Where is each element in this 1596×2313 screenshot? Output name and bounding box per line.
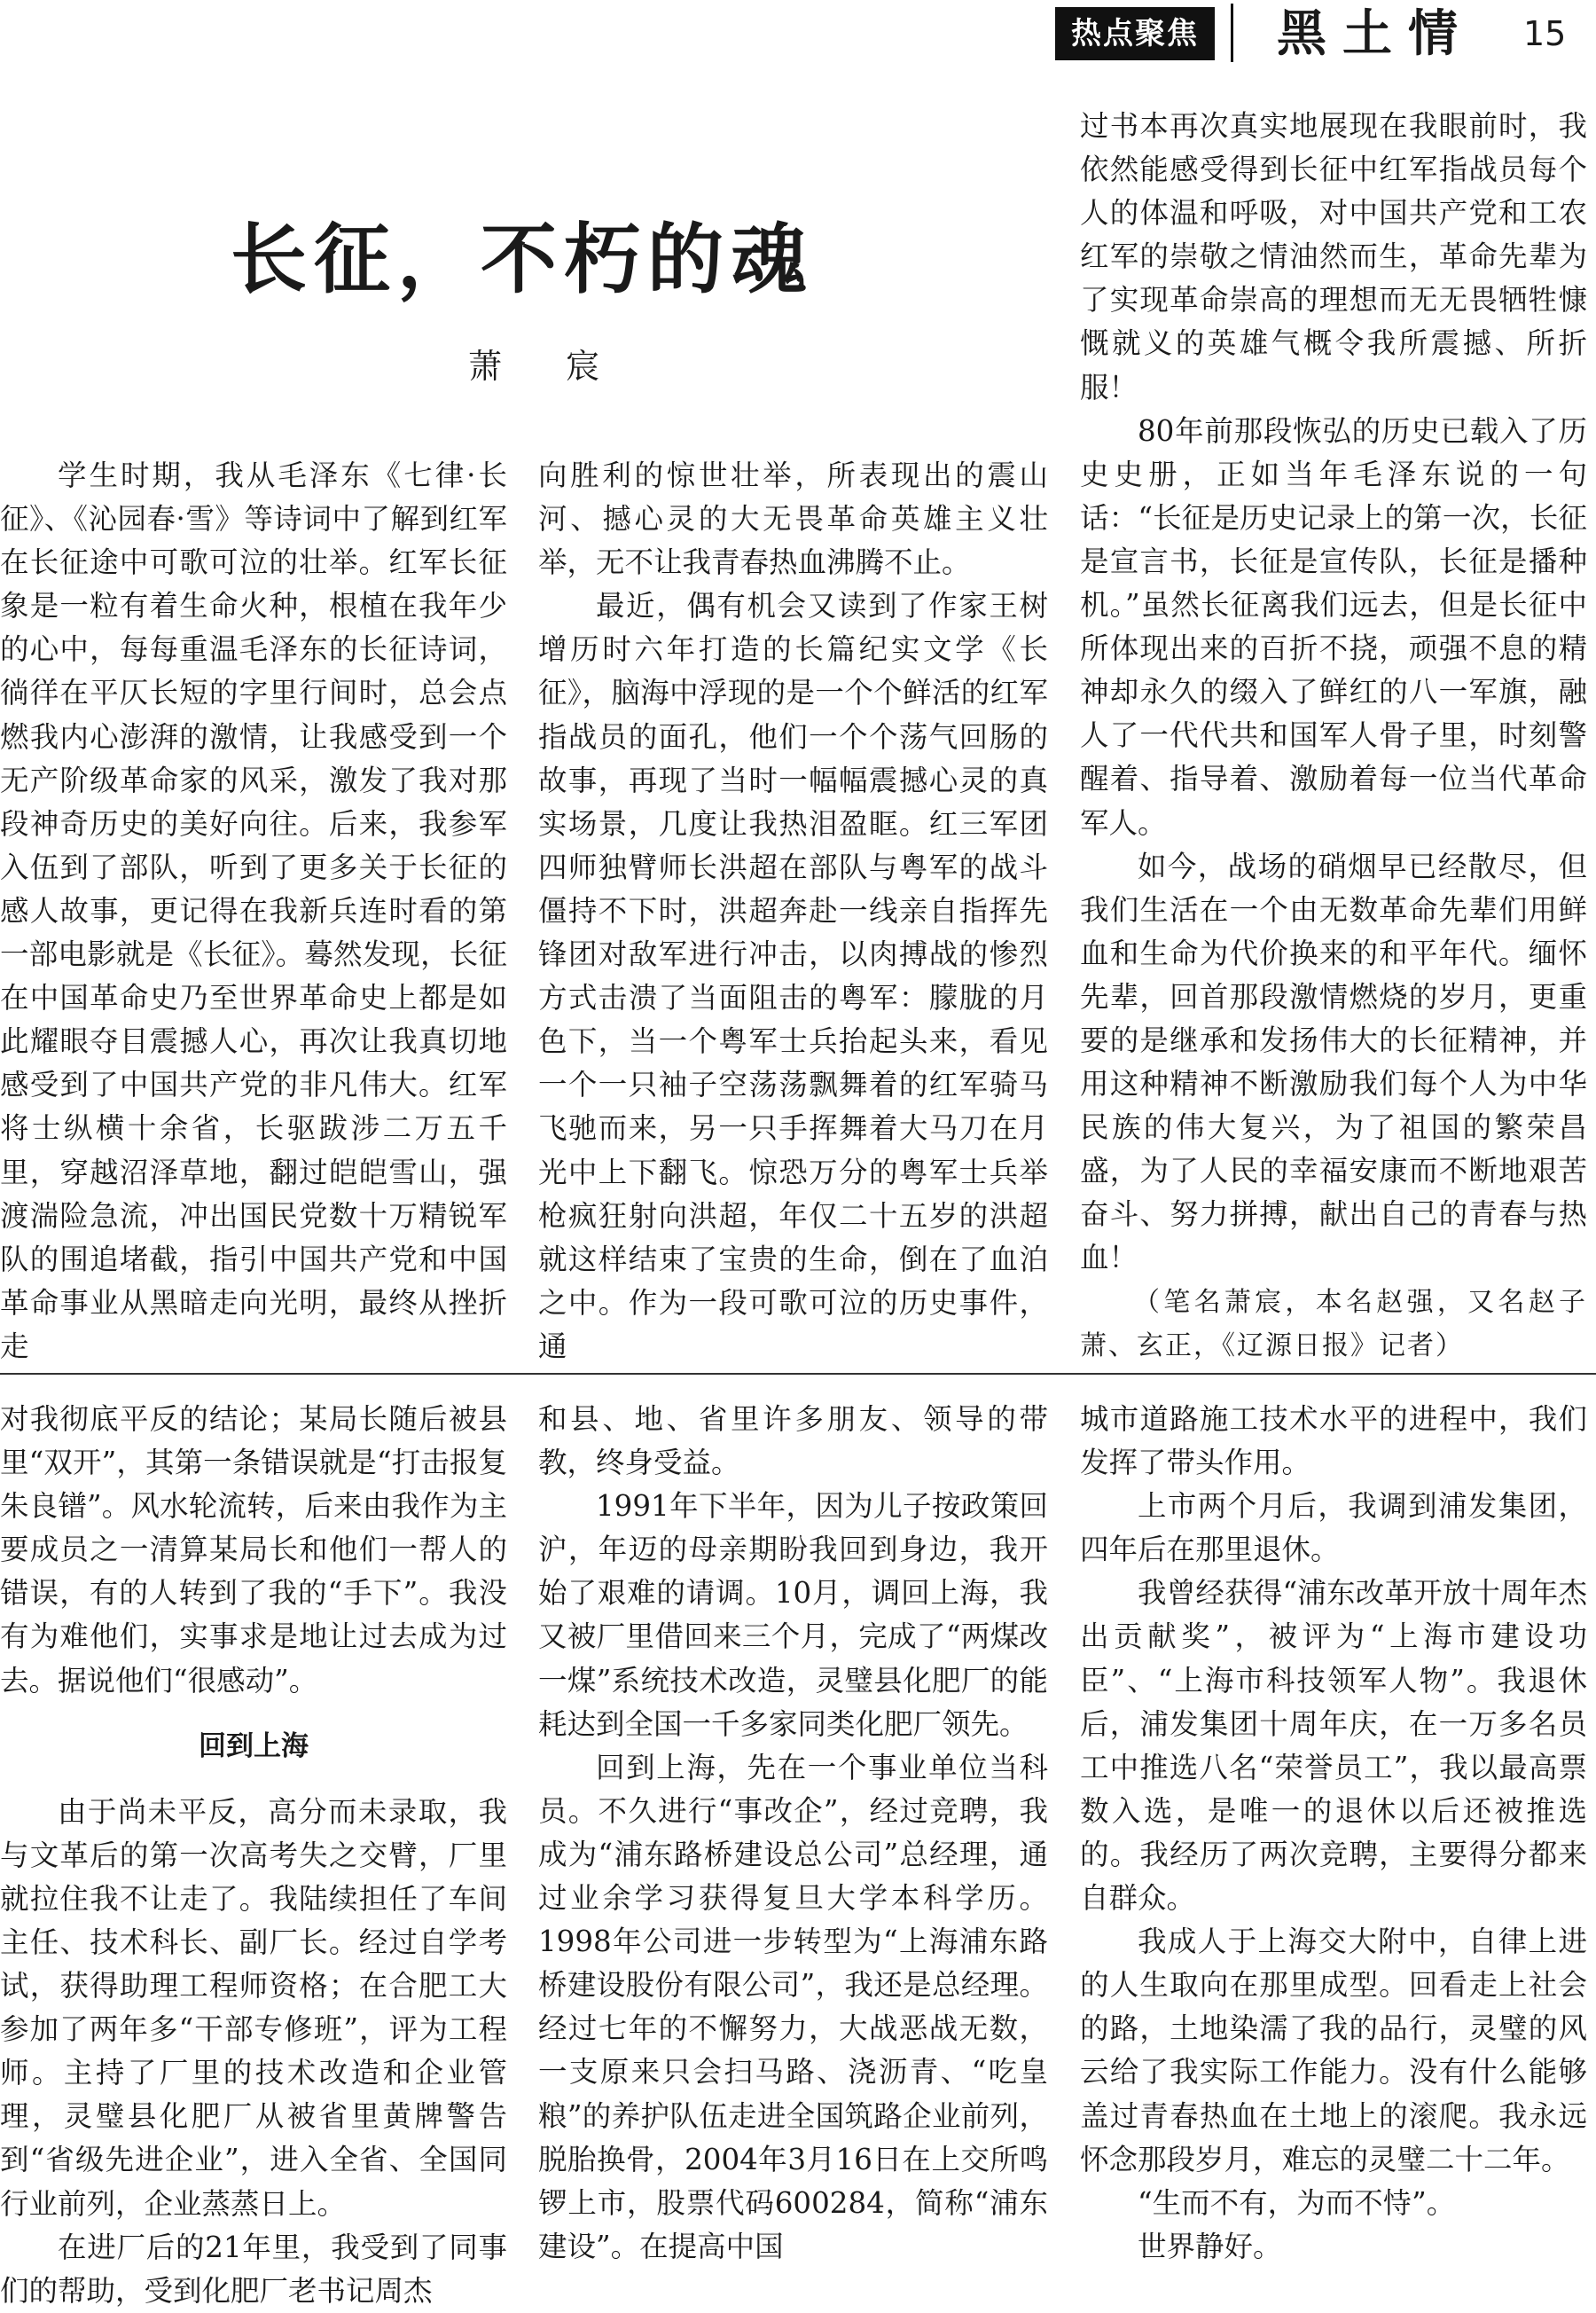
section-tag: 热点聚焦 [1055, 7, 1215, 60]
paragraph: 1991年下半年，因为儿子按政策回沪，年迈的母亲期盼我回到身边，我开始了艰难的请调。10月，调回上海，我又被厂里借回来三个月，完成了“两煤改一煤”系统技术改造，灵璧县化肥厂的能耗达到全国一千多家同类化肥厂领先。 [538, 1489, 1048, 1741]
paragraph: 我成人于上海交大附中，自律上进的人生取向在那里成型。回看走上社会的路，土地染濡了我的品行，灵璧的风云给了我实际工作能力。没有什么能够盖过青春热血在土地上的滚爬。我永远怀念那段岁月，难忘的灵璧二十二年。 [1080, 1925, 1587, 2176]
paragraph: “生而不有，为而不恃”。 [1138, 2185, 1456, 2220]
article1-column-2 [538, 454, 1048, 1368]
section-heading: 回到上海 [199, 1729, 309, 1762]
paragraph: 学生时期，我从毛泽东《七律·长征》、《沁园春·雪》等诗词中了解到红军在长征途中可歌可泣的壮举。红军长征象是一粒有着生命火种，根植在我年少的心中，每每重温毛泽东的长征诗词，徜徉在平仄长短的字里行间时，总会点燃我内心澎湃的激情，让我感受到一个无产阶级革命家的风采，激发了我对那段神奇历史的美好向往。后来，我参军入伍到了部队，听到了更多关于长征的感人故事，更记得在我新兵连时看的第一部电影就是《长征》。蓦然发现，长征在中国革命史乃至世界革命史上都是如此耀眼夺目震撼人心，再次让我真切地感受到了中国共产党的非凡伟大。红军将士纵横十余省，长驱跋涉二万五千里，穿越沼泽草地，翻过皑皑雪山，强渡湍险急流，冲出国民党数十万精锐军队的围追堵截，指引中国共产党和中国革命事业从黑暗走向光明，最终从挫折走 [0, 459, 507, 1363]
article-title: 长征，不朽的魂 [231, 216, 814, 304]
article-author: 萧 宸 [468, 347, 627, 386]
paragraph: 上市两个月后，我调到浦发集团，四年后在那里退休。 [1080, 1489, 1587, 1567]
article2-column-2 [538, 1398, 1048, 2269]
paragraph-continuation: 和县、地、省里许多朋友、领导的带教，终身受益。 [538, 1402, 1048, 1480]
magazine-logo: 黑土情 [1277, 4, 1474, 63]
article1-column-1 [0, 454, 507, 1368]
page-number: 15 [1523, 14, 1567, 53]
article2-column-1 [0, 1398, 507, 2313]
paragraph: 回到上海，先在一个事业单位当科员。不久进行“事改企”，经过竞聘，我成为“浦东路桥建设总公司”总经理，通过业余学习获得复旦大学本科学历。1998年公司进一步转型为“上海浦东路桥建设股份有限公司”，我还是总经理。经过七年的不懈努力，大战恶战无数，一支原来只会扫马路、浇沥青、“吃皇粮”的养护队伍走进全国筑路企业前列，脱胎换骨，2004年3月16日在上交所鸣锣上市，股票代码600284，简称“浦东建设”。在提高中国 [538, 1750, 1048, 2263]
paragraph: 由于尚未平反，高分而未录取，我与文革后的第一次高考失之交臂，厂里就拉住我不让走了。我陆续担任了车间主任、技术科长、副厂长。经过自学考试，获得助理工程师资格；在合肥工大参加了两年多“干部专修班”，评为工程师。主持了厂里的技术改造和企业管理，灵璧县化肥厂从被省里黄牌警告到“省级先进企业”，进入全省、全国同行业前列，企业蒸蒸日上。 [0, 1794, 507, 2221]
paragraph: 80年前那段恢弘的历史已载入了历史史册，正如当年毛泽东说的一句话：“长征是历史记录上的第一次，长征是宣言书，长征是宣传队，长征是播种机。”虽然长征离我们远去，但是长征中所体现出来的百折不挠，顽强不息的精神却永久的缀入了鲜红的八一军旗，融人了一代代共和国军人骨子里，时刻警醒着、指导着、激励着每一位当代革命军人。 [1080, 413, 1587, 840]
paragraph: 世界静好。 [1138, 2229, 1282, 2263]
paragraph-continuation: 对我彻底平反的结论；某局长随后被县里“双开”，其第一条错误就是“打击报复朱良镨”。风水轮流转，后来由我作为主要成员之一清算某局长和他们一帮人的错误，有的人转到了我的“手下”。我没有为难他们，实事求是地让过去成为过去。据说他们“很感动”。 [0, 1402, 507, 1698]
paragraph: 在进厂后的21年里，我受到了同事们的帮助，受到化肥厂老书记周杰 [0, 2230, 507, 2308]
paragraph-continuation: 城市道路施工技术水平的进程中，我们发挥了带头作用。 [1080, 1402, 1587, 1480]
paragraph: 最近，偶有机会又读到了作家王树增历时六年打造的长篇纪实文学《长征》，脑海中浮现的是一个个鲜活的红军指战员的面孔，他们一个个荡气回肠的故事，再现了当时一幅幅震撼心灵的真实场景，几度让我热泪盈眶。红三军团四师独臂师长洪超在部队与粤军的战斗僵持不下时，洪超奔赴一线亲自指挥先锋团对敌军进行冲击，以肉搏战的惨烈方式击溃了当面阻击的粤军：朦胧的月色下，当一个粤军士兵抬起头来，看见一个一只袖子空荡荡飘舞着的红军骑马飞驰而来，另一只手挥舞着大马刀在月光中上下翻飞。惊恐万分的粤军士兵举枪疯狂射向洪超，年仅二十五岁的洪超就这样结束了宝贵的生命，倒在了血泊之中。作为一段可歌可泣的历史事件，通 [538, 589, 1048, 1363]
article2-column-3 [1080, 1398, 1587, 2269]
paragraph-continuation: 过书本再次真实地展现在我眼前时，我依然能感受得到长征中红军指战员每个人的体温和呼吸，对中国共产党和工农红军的崇敬之情油然而生，革命先辈为了实现革命崇高的理想而无无畏牺牲慷慨就义的英雄气概令我所震撼、所折服！ [1080, 109, 1587, 404]
header-divider [1231, 4, 1233, 62]
article1-column-3 [1080, 105, 1587, 1368]
author-note: （笔名萧宸，本名赵强，又名赵子萧、玄正，《辽源日报》记者） [1080, 1286, 1587, 1361]
paragraph: 如今，战场的硝烟早已经散尽，但我们生活在一个由无数革命先辈们用鲜血和生命为代价换来的和平年代。缅怀先辈，回首那段激情燃烧的岁月，更重要的是继承和发扬伟大的长征精神，并用这种精神不断激励我们每个人为中华民族的伟大复兴，为了祖国的繁荣昌盛，为了人民的幸福安康而不断地艰苦奋斗、努力拼搏，献出自己的青春与热血！ [1080, 849, 1587, 1275]
paragraph: 我曾经获得“浦东改革开放十周年杰出贡献奖”，被评为“上海市建设功臣”、“上海市科技领军人物”。我退休后，浦发集团十周年庆，在一万多名员工中推选八名“荣誉员工”，我以最高票数入选，是唯一的退休以后还被推选的。我经历了两次竞聘，主要得分都来自群众。 [1080, 1576, 1587, 1916]
section-divider [0, 1373, 1596, 1375]
paragraph-continuation: 向胜利的惊世壮举，所表现出的震山河、撼心灵的大无畏革命英雄主义壮举，无不让我青春热血沸腾不止。 [538, 459, 1048, 580]
